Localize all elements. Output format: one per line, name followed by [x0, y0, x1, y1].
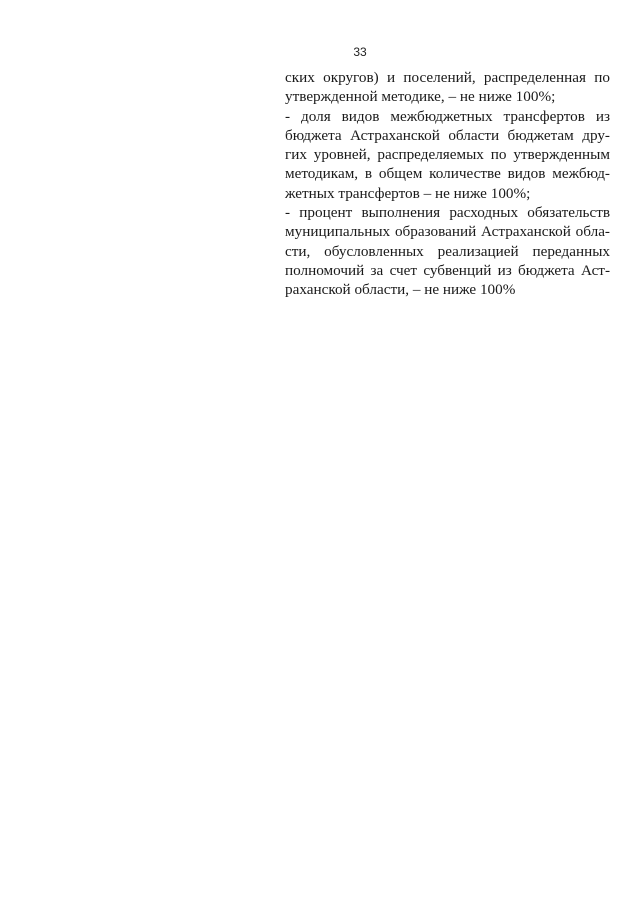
text-line: - процент выполнения расходных обязательств [285, 204, 610, 222]
text-line: утвержденной методике, – не ниже 100%; [285, 88, 556, 106]
text-line: методикам, в общем количестве видов межбюд- [285, 165, 610, 183]
text-line: ских округов) и поселений, распределенная по [285, 69, 610, 86]
text-line: раханской области, – не ниже 100% [285, 281, 516, 299]
page-number: 33 [353, 45, 367, 59]
text-line: - доля видов межбюджетных трансфертов из [285, 107, 610, 125]
text-line: полномочий за счет субвенций из бюджета Аст- [285, 261, 610, 279]
text-line: гих уровней, распределяемых по утвержденным [285, 146, 610, 164]
text-line: муниципальных образований Астраханской обла- [285, 223, 610, 241]
body-text [285, 68, 610, 300]
text-line: бюджета Астраханской области бюджетам дру- [285, 126, 610, 144]
text-line: жетных трансфертов – не ниже 100%; [285, 184, 531, 202]
text-line: сти, обусловленных реализацией переданных [285, 242, 610, 260]
